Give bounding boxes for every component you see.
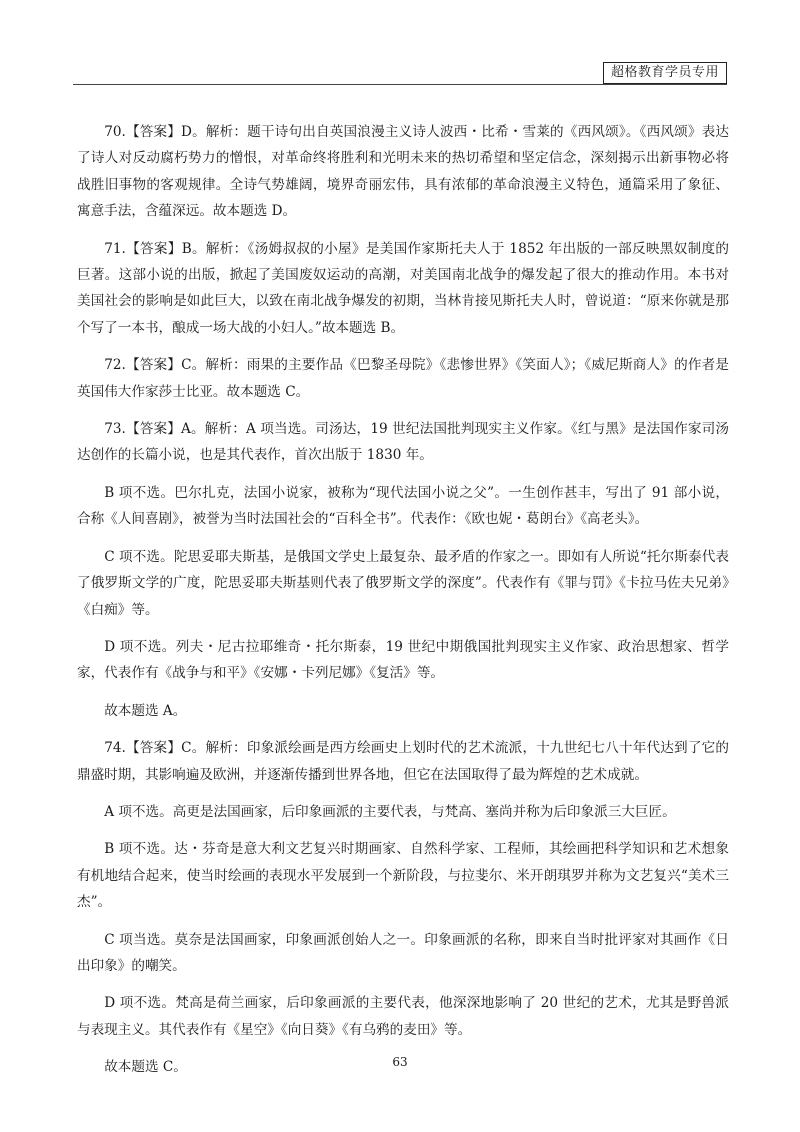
paragraph-q73-conclusion: 故本题选 A。 [104,702,187,719]
paragraph-q72: 72.【答案】C。解析：雨果的主要作品《巴黎圣母院》《悲惨世界》《笑面人》；《威尼斯商人》的作者是英国伟大作家莎士比亚。故本题选 C。 [77,357,729,400]
paragraph-q74: 74.【答案】C。解析：印象派绘画是西方绘画史上划时代的艺术流派，十九世纪七八十年代达到了它的鼎盛时期，其影响遍及欧洲，并逐渐传播到世界各地，但它在法国取得了最为辉煌的艺术成就。 [77,740,729,783]
paragraph-q74-conclusion: 故本题选 C。 [104,1059,187,1076]
paragraph-q74-option-b: B 项不选。达・芬奇是意大利文艺复兴时期画家、自然科学家、工程师，其绘画把科学知识和艺术想象有机地结合起来，使当时绘画的表现水平发展到一个新阶段，与拉斐尔、米开朗琪罗并称为文艺复兴“美术三杰”。 [77,841,729,911]
paragraph-q74-option-c: C 项当选。莫奈是法国画家，印象画派创始人之一。印象画派的名称，即来自当时批评家对其画作《日出印象》的嘲笑。 [77,931,729,974]
paragraph-q73-option-c: C 项不选。陀思妥耶夫斯基，是俄国文学史上最复杂、最矛盾的作家之一。即如有人所说“托尔斯泰代表了俄罗斯文学的广度，陀思妥耶夫斯基则代表了俄罗斯文学的深度”。代表作有《罪与罚》《卡拉马佐夫兄弟》《白痴》等。 [77,548,729,618]
page-number: 63 [392,1055,408,1069]
header-divider [73,84,727,85]
answer-explanations [77,119,729,1092]
header-tag: 超格教育学员专用 [603,62,727,84]
paragraph-q73-option-d: D 项不选。列夫・尼古拉耶维奇・托尔斯泰，19 世纪中期俄国批判现实主义作家、政治思想家、哲学家，代表作有《战争与和平》《安娜・卡列尼娜》《复活》等。 [77,638,729,682]
paragraph-q74-option-d: D 项不选。梵高是荷兰画家，后印象画派的主要代表，他深深地影响了 20 世纪的艺术，尤其是野兽派与表现主义。其代表作有《星空》《向日葵》《有乌鸦的麦田》等。 [77,995,729,1038]
paragraph-q73: 73.【答案】A。解析：A 项当选。司汤达，19 世纪法国批判现实主义作家。《红与黑》是法国作家司汤达创作的长篇小说，也是其代表作，首次出版于 1830 年。 [77,421,729,464]
paragraph-q71: 71.【答案】B。解析：《汤姆叔叔的小屋》是美国作家斯托夫人于 1852 年出版的一部反映黑奴制度的巨著。这部小说的出版，掀起了美国废奴运动的高潮，对美国南北战争的爆发起了很大的推动作用。本书对美国社会的影响是如此巨大，以致在南北战争爆发的初期，当林肯接见斯托夫人时，曾说道：“原来你就是那个写了一本书，酿成一场大战的小妇人。”故本题选 B。 [77,240,729,336]
paragraph-q73-option-b: B 项不选。巴尔扎克，法国小说家，被称为“现代法国小说之父”。一生创作甚丰，写出了 91 部小说，合称《人间喜剧》，被誉为当时法国社会的“百科全书”。代表作：《欧也妮・葛朗台》《高老头》。 [77,484,729,528]
paragraph-q74-option-a: A 项不选。高更是法国画家，后印象画派的主要代表，与梵高、塞尚并称为后印象派三大巨匠。 [104,803,676,820]
paragraph-q70: 70.【答案】D。解析：题干诗句出自英国浪漫主义诗人波西・比希・雪莱的《西风颂》。《西风颂》表达了诗人对反动腐朽势力的憎恨，对革命终将胜利和光明未来的热切希望和坚定信念，深刻揭示出新事物必将战胜旧事物的客观规律。全诗气势雄阔，境界奇丽宏伟，具有浓郁的革命浪漫主义特色，通篇采用了象征、寓意手法，含蕴深远。故本题选 D。 [77,124,729,220]
